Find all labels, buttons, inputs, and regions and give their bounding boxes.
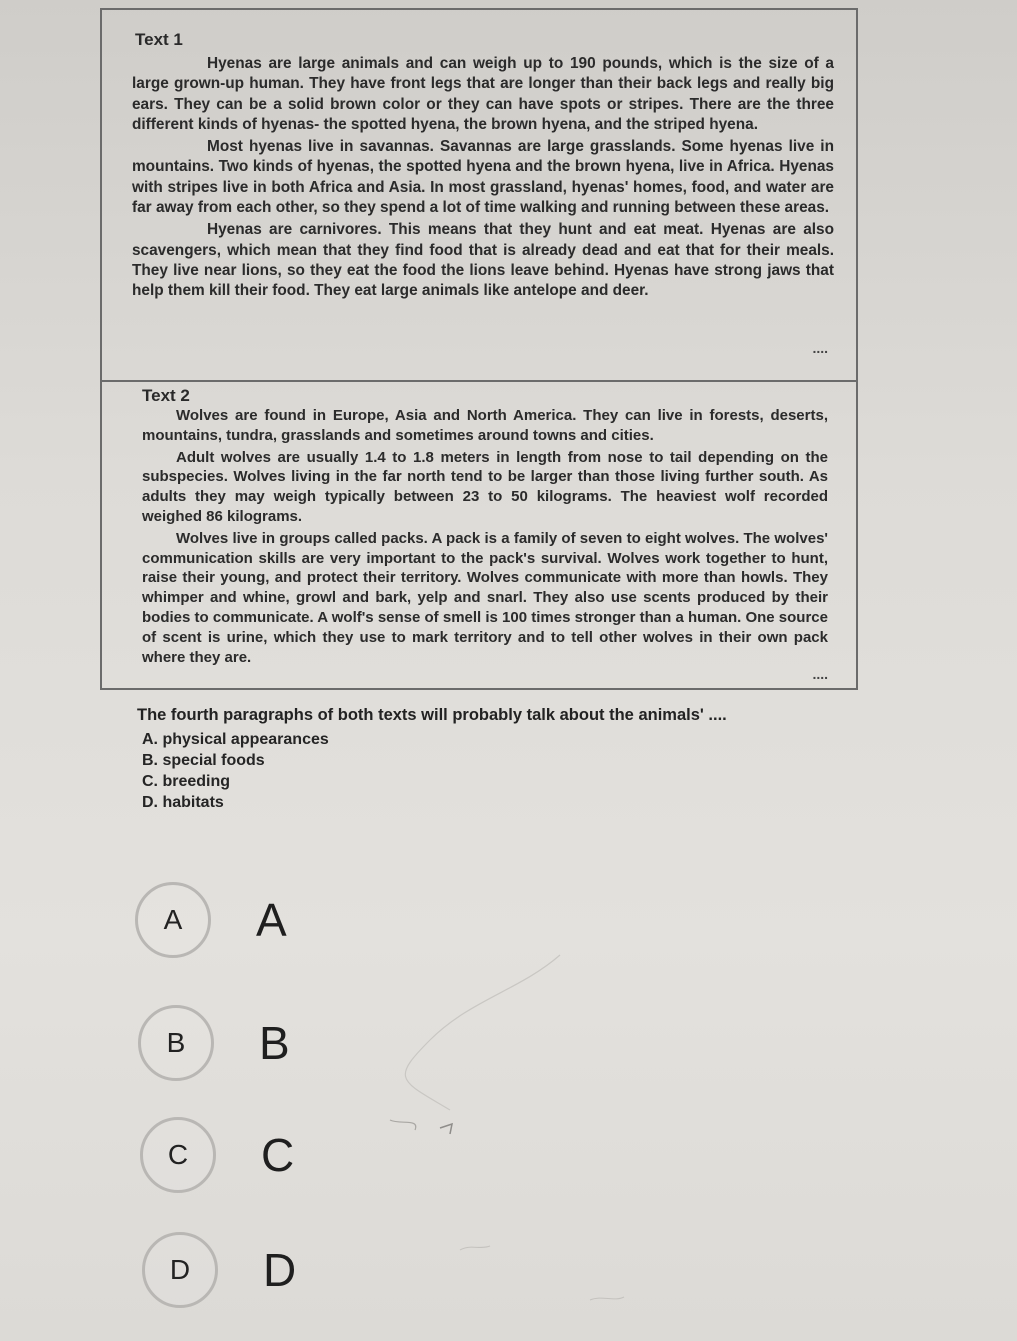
option-text-b: B. special foods [142,752,265,769]
answer-label: A [256,894,287,946]
answer-label: B [259,1017,290,1069]
option-text-d: D. habitats [142,794,224,811]
option-text-c: C. breeding [142,773,231,790]
answer-bubble[interactable]: C [140,1117,216,1193]
option-text-a: A. physical appearances [142,731,329,748]
text1-paragraph: Hyenas are large animals and can weigh up to 190 pounds, which is the size of a large grown-up human. They have front legs that are longer than their back legs and really big ears. They can be a solid brown color or they can have spots or stripes. There are the three different kinds of hyenas- the spotted hyena, the brown hyena, and the striped hyena. [132,55,834,133]
answer-label: C [261,1129,295,1181]
answer-bubble[interactable]: A [135,882,211,958]
answer-bubble[interactable]: D [142,1232,218,1308]
answer-option-c[interactable] [140,1117,294,1193]
text2-paragraph: Adult wolves are usually 1.4 to 1.8 meters in length from nose to tail depending on the subspecies. Wolves living in the far north tend to be larger than those living further south. As adults they may weigh typically between 23 to 50 kilograms. The heaviest wolf recorded weighed 86 kilograms. [142,448,828,525]
text1-paragraph: Hyenas are carnivores. This means that they hunt and eat meat. Hyenas are also scavengers, which mean that they find food that is already dead and eat that for their meals. They live near lions, so they eat the food the lions leave behind. Hyenas have strong jaws that help them kill their food. They eat large animals like antelope and deer. [132,221,834,300]
text2-paragraph: Wolves are found in Europe, Asia and North America. They can live in forests, deserts, mountains, tundra, grasslands and sometimes around towns and cities. [142,407,828,444]
answer-option-b[interactable] [138,1005,290,1081]
answer-option-a[interactable] [135,882,287,958]
text1-ellipsis: .... [812,340,828,356]
answer-bubble[interactable]: B [138,1005,214,1081]
answer-option-d[interactable] [142,1232,296,1308]
text1-title: Text 1 [135,30,183,49]
answer-label: D [263,1244,297,1296]
text2-ellipsis: .... [812,666,828,682]
text2-paragraph: Wolves live in groups called packs. A pack is a family of seven to eight wolves. The wolves' communication skills are very important to the pack's survival. Wolves work together to hunt, raise their young, and protect their territory. Wolves communicate with more than howls. They whimper and whine, growl and bark, yelp and snarl. They also use scents produced by their bodies to communicate. A wolf's sense of smell is 100 times stronger than a human. One source of scent is urine, which they use to mark territory and to tell other wolves in their own pack where they are. [142,529,828,666]
question-prompt: The fourth paragraphs of both texts will probably talk about the animals' .... [137,706,727,724]
text2-title: Text 2 [142,386,190,405]
text1-paragraph: Most hyenas live in savannas. Savannas are large grasslands. Some hyenas live in mountains. Two kinds of hyenas, the spotted hyena and the brown hyena, live in Africa. Hyenas with stripes live in both Africa and Asia. In most grassland, hyenas' homes, food, and water are far away from each other, so they spend a lot of time walking and running between these areas. [132,138,834,217]
